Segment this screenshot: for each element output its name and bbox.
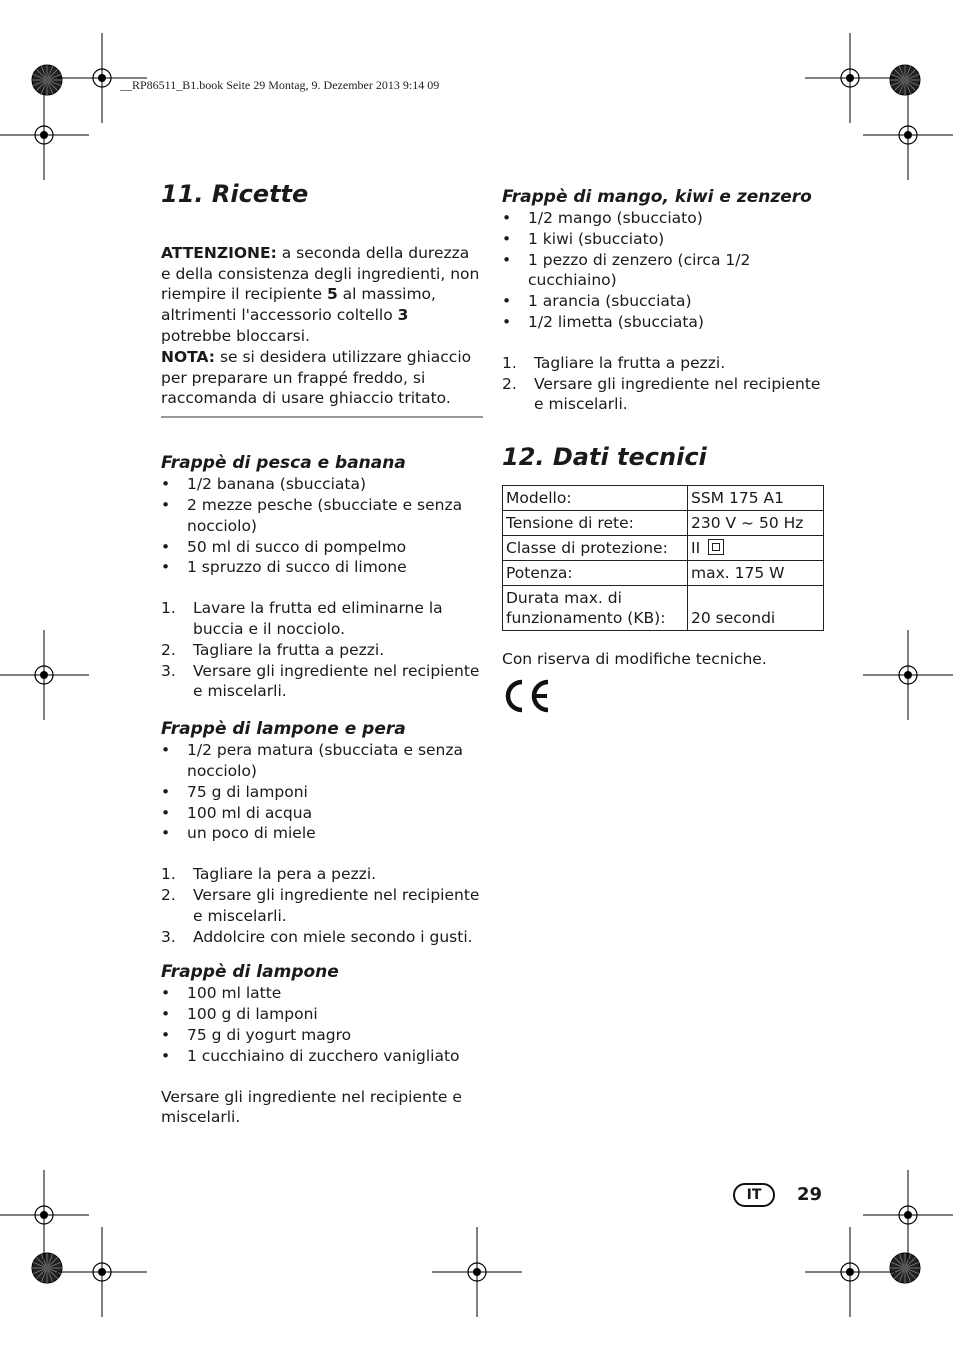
list-item: • 1 arancia (sbucciata) bbox=[502, 292, 692, 311]
table-row bbox=[503, 485, 824, 510]
attention-text-1: a seconda della durezza e della consistenza degli ingredienti, non riempire il recipiente bbox=[161, 243, 480, 304]
list-item: • un poco di miele bbox=[161, 824, 316, 843]
list-item: 1. Lavare la frutta ed eliminarne la buccia e il nocciolo. bbox=[161, 599, 443, 638]
spec-value: II bbox=[691, 538, 701, 557]
attention-paragraph bbox=[161, 243, 483, 347]
list-item: • 50 ml di succo di pompelmo bbox=[161, 537, 407, 556]
language-badge: IT bbox=[733, 1183, 775, 1207]
page-number: 29 bbox=[797, 1184, 823, 1205]
recipe-title: Frappè di mango, kiwi e zenzero bbox=[502, 187, 812, 207]
ingredient-list bbox=[502, 208, 826, 333]
list-item: • 1/2 banana (sbucciata) bbox=[161, 475, 367, 494]
list-item: • 1/2 limetta (sbucciata) bbox=[502, 312, 704, 331]
spec-value: max. 175 W bbox=[688, 560, 824, 585]
spec-value: 20 secondi bbox=[688, 585, 824, 630]
spec-label: Tensione di rete: bbox=[503, 510, 688, 535]
table-row bbox=[503, 535, 824, 560]
spec-value-cell bbox=[688, 535, 824, 560]
list-item: • 1 cucchiaino di zucchero vanigliato bbox=[161, 1046, 460, 1065]
spec-value: 230 V ~ 50 Hz bbox=[688, 510, 824, 535]
list-item: • 75 g di yogurt magro bbox=[161, 1025, 352, 1044]
list-item: 2. Versare gli ingrediente nel recipiente e miscelarli. bbox=[161, 885, 480, 925]
tech-data-table bbox=[502, 485, 824, 631]
table-row bbox=[503, 560, 824, 585]
list-item: • 100 ml di acqua bbox=[161, 803, 313, 822]
list-item: • 75 g di lamponi bbox=[161, 782, 308, 801]
ingredient-list bbox=[161, 740, 483, 844]
spec-label: Durata max. di funzionamento (KB): bbox=[503, 585, 688, 630]
list-item: 2. Tagliare la frutta a pezzi. bbox=[161, 640, 385, 659]
recipe-instruction: Versare gli ingrediente nel recipiente e miscelarli. bbox=[161, 1087, 462, 1127]
list-item: • 100 g di lamponi bbox=[161, 1005, 318, 1024]
attention-label: ATTENZIONE: bbox=[161, 243, 277, 262]
attention-num-2: 3 bbox=[397, 306, 409, 325]
recipe-title: Frappè di pesca e banana bbox=[161, 453, 406, 474]
spec-label: Modello: bbox=[503, 485, 688, 510]
list-item: 1. Tagliare la frutta a pezzi. bbox=[502, 353, 726, 372]
list-item: • 100 ml latte bbox=[161, 984, 282, 1003]
step-list bbox=[502, 353, 826, 415]
list-item: • 1/2 pera matura (sbucciata e senza nocciolo) bbox=[161, 741, 464, 780]
list-item: • 1 spruzzo di succo di limone bbox=[161, 558, 407, 577]
section-title-tech-data: 12. Dati tecnici bbox=[502, 443, 707, 472]
divider bbox=[161, 416, 483, 418]
print-header: __RP86511_B1.book Seite 29 Montag, 9. Dezember 2013 9:14 09 bbox=[120, 78, 440, 92]
step-list bbox=[161, 864, 483, 947]
list-item: • 1 kiwi (sbucciato) bbox=[502, 229, 665, 248]
table-row bbox=[503, 510, 824, 535]
spec-label: Potenza: bbox=[503, 560, 688, 585]
nota-text: se si desidera utilizzare ghiaccio per preparare un frappé freddo, si raccomanda di usare ghiaccio tritato. bbox=[161, 347, 472, 408]
page-footer bbox=[733, 1183, 823, 1207]
table-row bbox=[503, 585, 824, 630]
ingredient-list bbox=[161, 983, 483, 1066]
modification-note: Con riserva di modifiche tecniche. bbox=[502, 649, 767, 668]
list-item: 3. Versare gli ingrediente nel recipiente e miscelarli. bbox=[161, 661, 480, 701]
list-item: 1. Tagliare la pera a pezzi. bbox=[161, 865, 377, 884]
step-list bbox=[161, 598, 483, 702]
attention-text-2: al massimo, altrimenti l'accessorio coltello bbox=[161, 285, 436, 325]
nota-paragraph bbox=[161, 347, 483, 409]
recipe-title: Frappè di lampone e pera bbox=[161, 719, 406, 740]
recipe-title: Frappè di lampone bbox=[161, 962, 339, 983]
nota-label: NOTA: bbox=[161, 347, 216, 366]
ingredient-list bbox=[161, 474, 483, 578]
list-item: 2. Versare gli ingrediente nel recipiente e miscelarli. bbox=[502, 374, 821, 414]
spec-label: Classe di protezione: bbox=[503, 535, 688, 560]
spec-value: SSM 175 A1 bbox=[688, 485, 824, 510]
right-column bbox=[502, 180, 826, 714]
list-item: • 1 pezzo di zenzero (circa 1/2 cucchiaino) bbox=[502, 250, 751, 290]
left-column bbox=[161, 180, 483, 1128]
list-item: 3. Addolcire con miele secondo i gusti. bbox=[161, 927, 473, 946]
attention-num-1: 5 bbox=[326, 285, 338, 304]
protection-class-ii-icon bbox=[708, 539, 724, 555]
section-title-recipes: 11. Ricette bbox=[161, 180, 309, 208]
list-item: • 1/2 mango (sbucciato) bbox=[502, 209, 703, 227]
ce-mark-icon bbox=[502, 678, 552, 714]
list-item: • 2 mezze pesche (sbucciate e senza nocciolo) bbox=[161, 495, 463, 535]
attention-text-3: potrebbe bloccarsi. bbox=[161, 326, 310, 345]
